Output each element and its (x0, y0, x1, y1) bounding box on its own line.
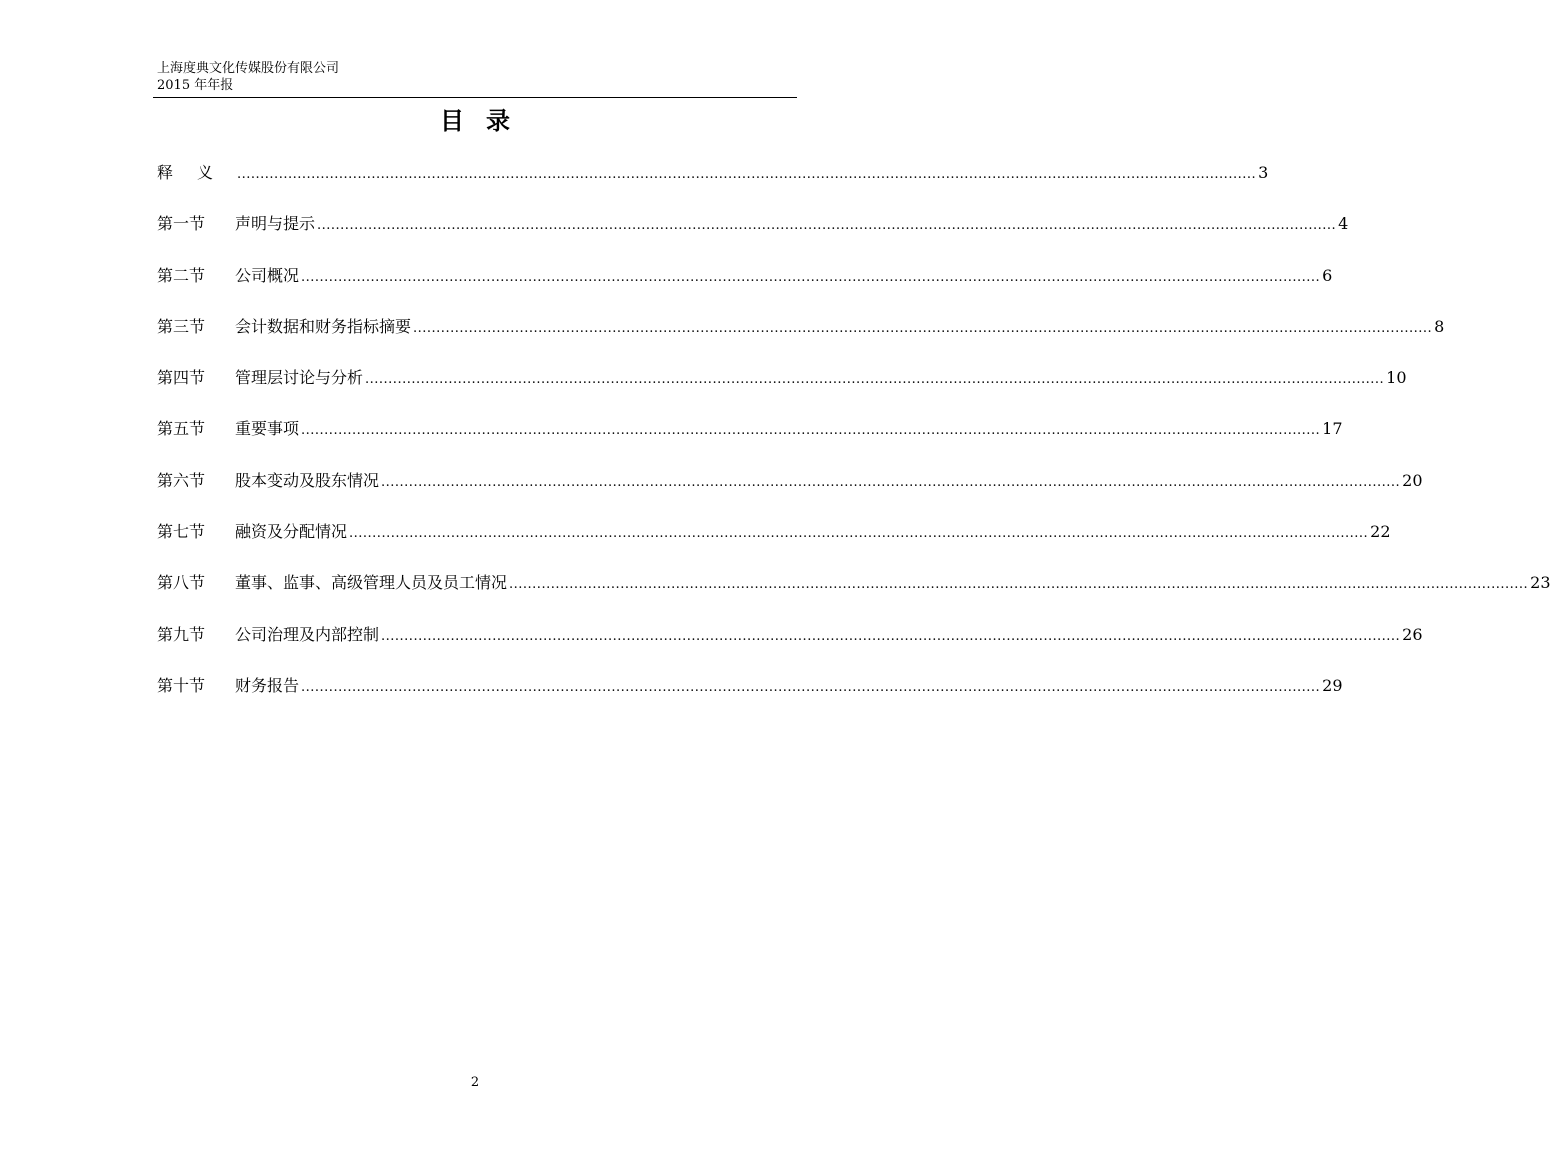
toc-entry-section: 释义 (157, 163, 238, 182)
toc-entry-section: 第七节 (157, 522, 206, 542)
toc-entry-section-4[interactable] (157, 365, 1407, 416)
toc-entry-page: 22 (1370, 522, 1391, 542)
toc-entry-page: 8 (1434, 316, 1445, 336)
toc-entry-section: 第三节 (157, 316, 206, 336)
toc-entry-page: 17 (1322, 419, 1343, 439)
toc-entry-page: 26 (1402, 624, 1423, 644)
toc-entry-page: 3 (1258, 163, 1269, 182)
header-company-name: 上海度典文化传媒股份有限公司 (157, 61, 340, 76)
toc-dot-leader: ............................................................................................................................................................................................................................ (349, 526, 1369, 542)
toc-title: 目录 (440, 106, 532, 135)
toc-entry-page: 20 (1402, 470, 1423, 490)
toc-entry-page: 29 (1322, 675, 1343, 695)
toc-entry-section: 第八节 (157, 573, 206, 593)
toc-entry-section-8[interactable] (157, 570, 1551, 621)
toc-entry-section-3[interactable] (157, 314, 1445, 365)
toc-entry-section-2[interactable] (157, 263, 1333, 314)
toc-dot-leader: ............................................................................................................................................................................................................................ (301, 423, 1321, 439)
toc-entry-section: 第六节 (157, 470, 206, 490)
toc-dot-leader: ............................................................................................................................................................................................................................ (317, 218, 1337, 234)
toc-dot-leader: ............................................................................................................................................................................................................................ (509, 577, 1529, 593)
toc-entry-section: 第五节 (157, 419, 206, 439)
header-divider (153, 97, 797, 98)
table-of-contents (157, 160, 1551, 724)
toc-entry-label: 股本变动及股东情况 (235, 470, 380, 490)
toc-dot-leader: ............................................................................................................................................................................................................................ (365, 372, 1385, 388)
toc-entry-section: 第四节 (157, 368, 206, 388)
toc-entry-section-10[interactable] (157, 673, 1343, 724)
toc-entry-section-9[interactable] (157, 622, 1423, 673)
page-number: 2 (470, 1075, 480, 1090)
toc-entry-section-6[interactable] (157, 468, 1423, 519)
toc-entry-page: 23 (1530, 573, 1551, 593)
toc-dot-leader: ............................................................................................................................................................................................................................ (413, 320, 1433, 336)
toc-entry-section-7[interactable] (157, 519, 1391, 570)
toc-entry-label: 董事、监事、高级管理人员及员工情况 (235, 573, 508, 593)
toc-entry-definitions[interactable] (157, 160, 1269, 211)
page-header (157, 60, 339, 94)
toc-entry-label: 融资及分配情况 (235, 522, 348, 542)
toc-entry-label: 公司治理及内部控制 (235, 624, 380, 644)
header-report-title: 2015 年年报 (157, 78, 234, 93)
toc-entry-section: 第九节 (157, 624, 206, 644)
toc-dot-leader: ............................................................................................................................................................................................................................ (301, 679, 1321, 695)
toc-entry-section: 第二节 (157, 265, 206, 285)
toc-dot-leader: ............................................................................................................................................................................................................................ (301, 269, 1321, 285)
toc-entry-label: 重要事项 (235, 419, 300, 439)
toc-dot-leader: ............................................................................................................................................................................................................................ (381, 474, 1401, 490)
toc-entry-section-5[interactable] (157, 416, 1343, 467)
toc-entry-page: 10 (1386, 368, 1407, 388)
toc-entry-section: 第一节 (157, 214, 206, 234)
toc-entry-label: 公司概况 (235, 265, 300, 285)
toc-entry-page: 6 (1322, 265, 1333, 285)
toc-entry-label: 财务报告 (235, 675, 300, 695)
toc-entry-label: 声明与提示 (235, 214, 316, 234)
toc-entry-page: 4 (1338, 214, 1349, 234)
toc-entry-section: 第十节 (157, 675, 206, 695)
toc-dot-leader: ............................................................................................................................................................................................................................ (381, 628, 1401, 644)
toc-entry-label: 会计数据和财务指标摘要 (235, 316, 412, 336)
toc-entry-section-1[interactable] (157, 211, 1349, 262)
toc-dot-leader: ............................................................................................................................................................................................................................ (237, 167, 1257, 182)
toc-entry-label: 管理层讨论与分析 (235, 368, 364, 388)
